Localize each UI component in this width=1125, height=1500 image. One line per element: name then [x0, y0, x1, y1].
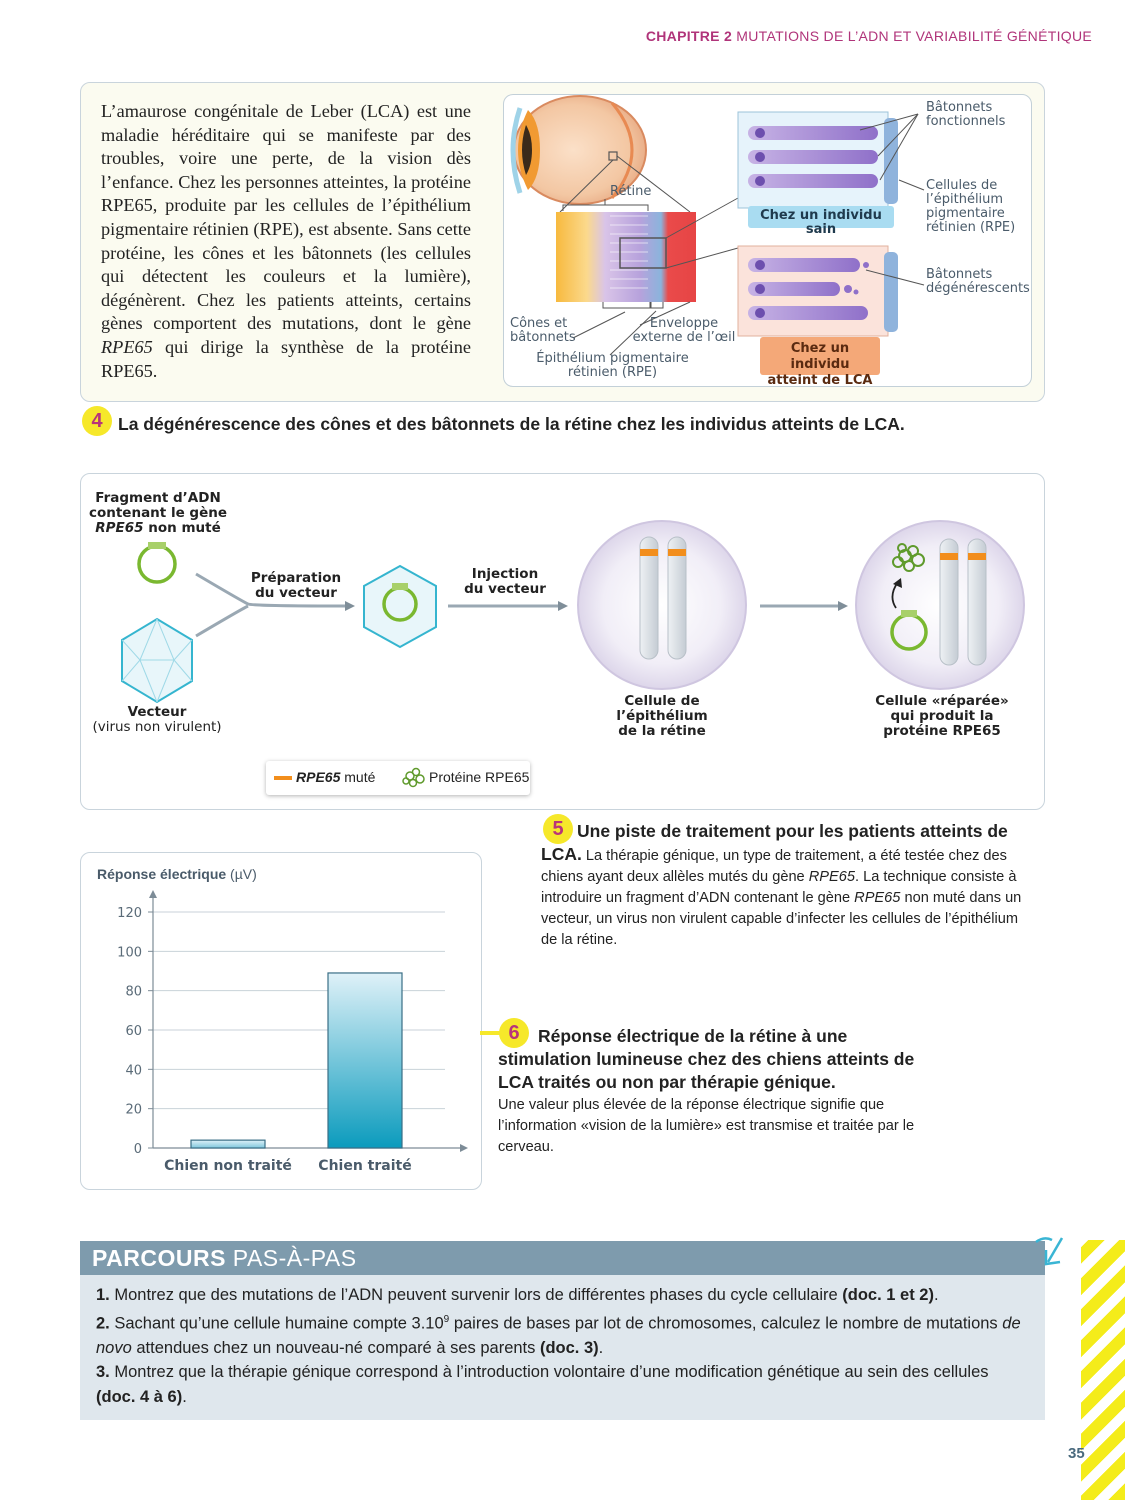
degenerating-rods [748, 258, 869, 320]
chapter-header [0, 28, 1092, 44]
parcours-title: PARCOURS PAS-À-PAS [92, 1245, 357, 1271]
doc4-text-a: L’amaurose congénitale de Leber (LCA) est une maladie héréditaire qui se manifeste par des troubles, voire une perte, de la vision dès l’enfance. Chez les personnes atteintes, la protéine RPE65, produite par les cellules de l’épithélium pigmentaire rétinien (RPE), est absente. Sans cette protéine, les cônes et les bâtonnets (les cellules qui détectent les couleurs et la lumière), dégénèrent. Chez les patients atteints, certains gènes comportent des mutations, dont le gène [101, 101, 471, 334]
parcours-list [96, 1283, 1026, 1409]
doc4-caption: La dégénérescence des cônes et des bâtonnets de la rétine chez les individus atteints de LCA. [118, 414, 905, 434]
parcours-item-3: 3. Montrez que la thérapie génique correspond à l’introduction volontaire d’une modification génétique au sein des cellules (doc. 4 à 6). [96, 1363, 989, 1406]
legend-mutated: RPE65 muté [296, 769, 376, 785]
label-rpe-cells: Cellules de l’épithélium pigmentaire rétinien (RPE) [926, 178, 1016, 235]
bar-1 [328, 973, 402, 1148]
label-repaired-cell: Cellule «réparée» qui produit la protéine RPE65 [875, 693, 1009, 739]
chart-y-axis-label: Réponse électrique (µV) [97, 866, 257, 882]
y-tick-label: 60 [125, 1024, 142, 1039]
label-inject-vector: Injection du vecteur [464, 566, 546, 597]
label-lca: Chez un individu atteint de LCA [767, 341, 873, 388]
arrow-repair [838, 601, 848, 611]
x-axis-arrow [460, 1144, 468, 1152]
doc5-number: 5 [543, 814, 573, 844]
label-prepare-vector: Préparation du vecteur [250, 570, 342, 601]
decorative-stripes [1081, 1240, 1125, 1500]
y-tick-label: 120 [117, 906, 142, 921]
dna-fragment-ring [139, 542, 175, 582]
doc4-number: 4 [82, 406, 112, 436]
vector-virus [122, 619, 192, 702]
bar-0 [191, 1140, 265, 1148]
arrow-down-left-icon [1030, 1232, 1070, 1272]
doc5-text: Une piste de traitement pour les patients atteints de LCA. La thérapie génique, un type de traitement, a été testée chez des chiens ayant deux allèles mutés du gène RPE65. La technique consiste à introduire un fragment d’ADN contenant le gène RPE65 non muté dans un vecteur, un virus non virulent capable d’infecter les cellules de l’épithélium de la rétine. [541, 821, 1022, 948]
y-tick-label: 0 [133, 1142, 142, 1157]
parcours-item-2: 2. Sachant qu’une cellule humaine compte 3.10$^9$ paires de bases par lot de chromosomes, calculez le nombre de mutations de novo attendues chez un nouveau-né comparé à ses parents (doc. 3). [96, 1313, 1021, 1357]
y-tick-label: 20 [125, 1102, 142, 1118]
label-degenerating-rods: Bâtonnets dégénérescents [926, 267, 1030, 296]
retinal-epithelium-cell [578, 521, 746, 689]
label-retina: Rétine [610, 184, 652, 199]
y-tick-label: 80 [125, 984, 142, 1000]
doc4-paragraph [101, 100, 471, 383]
label-epithelium-cell: Cellule de l’épithélium de la rétine [616, 693, 708, 739]
doc5-title: Une piste de traitement pour les patients atteints de LCA. [541, 821, 1008, 864]
doc6-number: 6 [499, 1018, 529, 1048]
arrow-inject [558, 601, 568, 611]
label-cones: Cônes et bâtonnets [510, 316, 576, 345]
label-functional-rods: Bâtonnets fonctionnels [926, 100, 1006, 129]
arrow-prepare [345, 601, 355, 611]
x-category-label: Chien non traité [164, 1158, 292, 1174]
chapter-title: MUTATIONS DE L’ADN ET VARIABILITÉ GÉNÉTIQUE [736, 28, 1092, 44]
y-axis-arrow [149, 890, 157, 898]
healthy-rods [748, 126, 878, 188]
label-vector: Vecteur (virus non virulent) [92, 704, 222, 735]
doc4-text-b: qui dirige la synthèse de la protéine RPE65. [101, 336, 471, 381]
label-dna-fragment: Fragment d’ADN contenant le gène RPE65 non muté [88, 490, 228, 536]
page-number: 35 [1068, 1445, 1085, 1462]
doc6-text [498, 1026, 918, 1158]
chapter-number: CHAPITRE 2 [645, 28, 733, 44]
y-tick-label: 100 [117, 945, 142, 961]
x-category-label: Chien traité [318, 1158, 412, 1174]
y-tick-label: 40 [125, 1063, 142, 1079]
gene-name: RPE65 [101, 336, 153, 357]
doc6-title: Réponse électrique de la rétine à une stimulation lumineuse chez des chiens atteints de LCA traités ou non par thérapie génique. [498, 1026, 915, 1092]
doc6-body: Une valeur plus élevée de la réponse électrique signifie que l’information «vision de la lumière» est transmise et traitée par le cerveau. [498, 1097, 915, 1155]
parcours-item-1: 1. Montrez que des mutations de l’ADN peuvent survenir lors de différentes phases du cycle cellulaire (doc. 1 et 2). [96, 1286, 939, 1304]
label-envelope: Enveloppe externe de l’œil [632, 316, 736, 345]
repaired-cell [856, 521, 1024, 689]
label-rpe: Épithélium pigmentaire rétinien (RPE) [536, 351, 689, 380]
prepared-vector [364, 566, 436, 647]
bar-chart [80, 852, 482, 1190]
legend-protein: Protéine RPE65 [429, 769, 530, 785]
label-healthy: Chez un individu sain [760, 208, 882, 237]
